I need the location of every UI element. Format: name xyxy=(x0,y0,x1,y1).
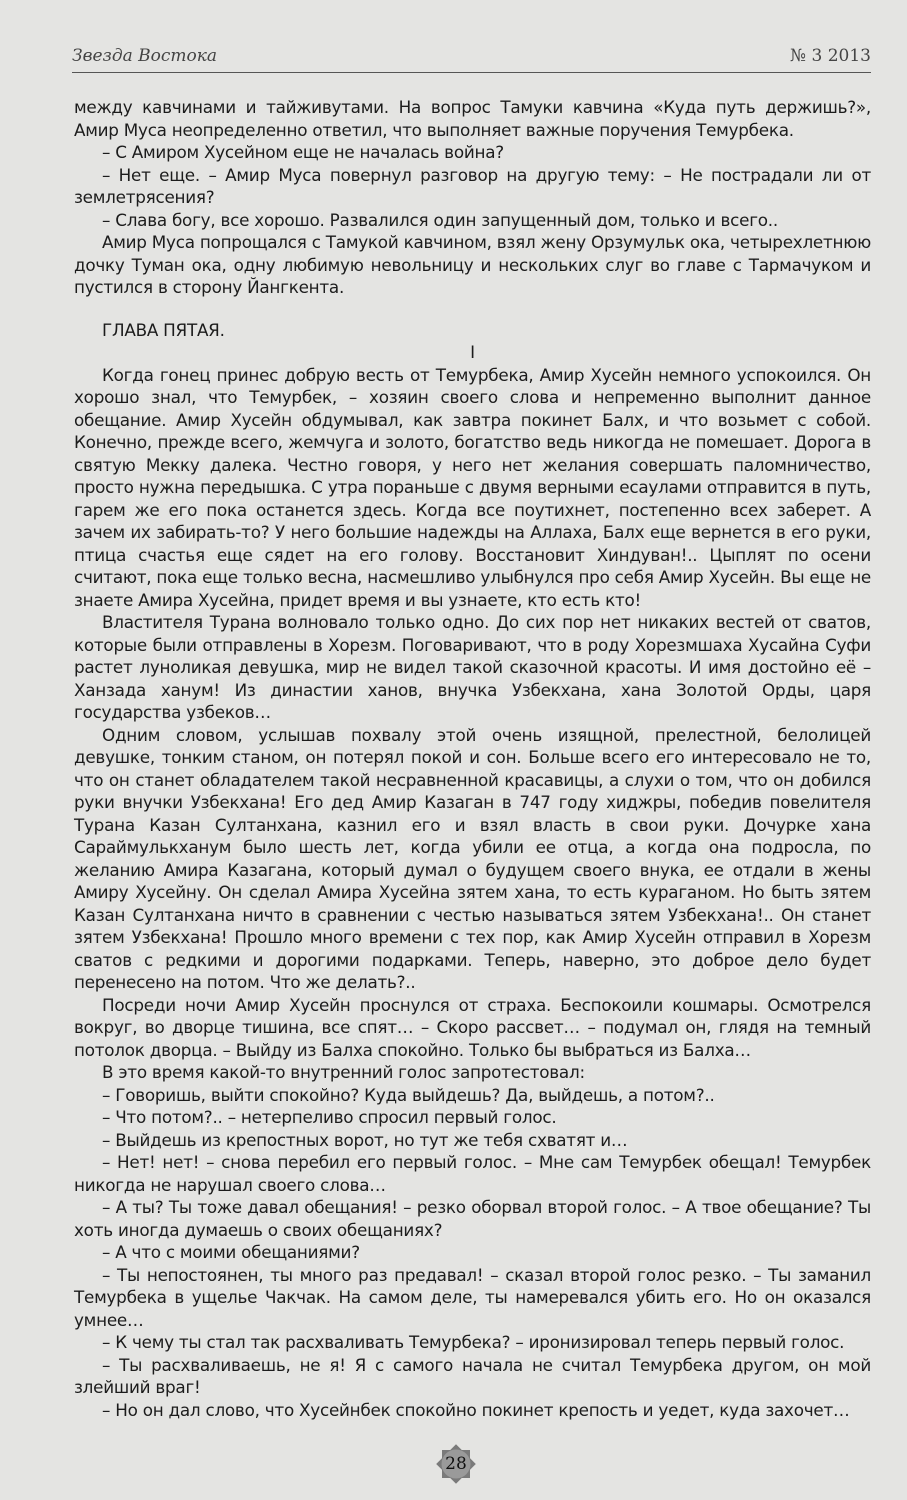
paragraph: Одним словом, услышав похвалу этой очень изящной, прелестной, белолицей девушке, тонким станом, он потерял покой и сон. Больше всего его интересовало не то, что он станет обладателем такой несравненной красавицы, а слухи о том, что он добился руки внучки Узбекхана! Его дед Амир Казаган в 747 году хиджры, победив повелителя Турана Казан Султанхана, казнил его и взял власть в свои руки. Дочурке хана Сараймулькханум было шесть лет, когда убили ее отца, а когда она подросла, по желанию Амира Казагана, который думал о будущем своего внука, ее отдали в жены Амиру Хусейну. Он сделал Амира Хусейна зятем хана, то есть кураганом. Но быть зятем Казан Султанхана ничто в сравнении с честью называться зятем Узбекхана!.. Он станет зятем Узбекхана! Прошло много времени с тех пор, как Амир Хусейн отправил в Хорезм сватов с редкими и дорогими подарками. Теперь, наверно, это доброе дело будет перенесено на потом. Что же делать?.. xyxy=(74,724,871,992)
paragraph: – Нет! нет! – снова перебил его первый голос. – Мне сам Темурбек обещал! Темурбек никогда не нарушал своего слова… xyxy=(74,1152,871,1195)
paragraph: Посреди ночи Амир Хусейн проснулся от страха. Беспокоили кошмары. Осмотрелся вокруг, во дворце тишина, все спят… – Скоро рассвет… – подумал он, глядя на темный потолок дворца. – Выйду из Балха спокойно. Только бы выбраться из Балха… xyxy=(74,994,871,1060)
paragraph: – Нет еще. – Амир Муса повернул разговор на другую тему: – Не пострадали ли от землетрясения? xyxy=(74,164,871,207)
paragraph: Амир Муса попрощался с Тамукой кавчином, взял жену Орзумульк ока, четырехлетнюю дочку Туман ока, одну любимую невольницу и нескольких слуг во главе с Тармачуком и пустился в сторону Йангкента. xyxy=(74,232,871,297)
issue-number: № 3 2013 xyxy=(790,46,871,66)
paragraph: – Ты непостоянен, ты много раз предавал! – сказал второй голос резко. – Ты заманил Темурбека в ущелье Чакчак. На самом деле, ты намеревался убить его. Но он оказался умнее… xyxy=(74,1264,871,1330)
paragraph: – Что потом?.. – нетерпеливо спросил первый голос. xyxy=(102,1107,557,1127)
paragraph: – А ты? Ты тоже давал обещания! – резко оборвал второй голос. – А твое обещание? Ты хоть иногда думаешь о своих обещаниях? xyxy=(74,1197,871,1240)
paragraph: – Ты расхваливаешь, не я! Я с самого начала не считал Темурбека другом, он мой злейший враг! xyxy=(74,1354,871,1397)
paragraph: – Выйдешь из крепостных ворот, но тут же тебя схватят и… xyxy=(102,1129,628,1150)
paragraph: – С Амиром Хусейном еще не началась война? xyxy=(102,142,504,162)
paragraph: Когда гонец принес добрую весть от Темурбека, Амир Хусейн немного успокоился. Он хорошо знал, что Темурбек, – хозяин своего слова и непременно выполнит данное обещание. Амир Хусейн обдумывал, как завтра покинет Балх, и что возьмет с собой. Конечно, прежде всего, жемчуга и золото, богатство ведь никогда не помешает. Дорога в святую Мекку далека. Честно говоря, у него нет желания совершать паломничество, просто нужна передышка. С утра пораньше с двумя верными есаулами отправится в путь, гарем же его пока останется здесь. Когда все поутихнет, постепенно всех заберет. А зачем их забирать-то? У него большие надежды на Аллаха, Балх еще вернется в его руки, птица счастья еще сядет на его голову. Восстановит Хиндуван!.. Цыплят по осени считают, пока еще только весна, насмешливо улыбнулся про себя Амир Хусейн. Вы еще не знаете Амира Хусейна, придет время и вы узнаете, кто есть кто! xyxy=(74,364,871,610)
paragraph: – Слава богу, все хорошо. Развалился один запущенный дом, только и всего.. xyxy=(102,209,778,230)
running-header xyxy=(72,42,871,73)
chapter-title: ГЛАВА ПЯТАЯ. xyxy=(102,319,225,340)
paragraph: – К чему ты стал так расхваливать Темурбека? – иронизировал теперь первый голос. xyxy=(102,1332,845,1352)
page-number: 28 xyxy=(445,1454,467,1474)
paragraph: – Говоришь, выйти спокойно? Куда выйдешь? Да, выйдешь, а потом?.. xyxy=(102,1084,715,1105)
paragraph: – Но он дал слово, что Хусейнбек спокойно покинет крепость и уедет, куда захочет… xyxy=(102,1399,850,1420)
paragraph: В это время какой-то внутренний голос запротестовал: xyxy=(102,1062,585,1082)
page-number-badge xyxy=(433,1441,479,1487)
journal-title: Звезда Востока xyxy=(72,46,218,66)
paragraph: – А что с моими обещаниями? xyxy=(102,1242,360,1262)
page-body xyxy=(74,96,871,1421)
section-number: I xyxy=(470,342,475,362)
paragraph: Властителя Турана волновало только одно. До сих пор нет никаких вестей от сватов, которые были отправлены в Хорезм. Поговаривают, что в роду Хорезмшаха Хусайна Суфи растет луноликая девушка, мир не видел такой сказочной красоты. И имя достойно её – Ханзада ханум! Из династии ханов, внучка Узбекхана, хана Золотой Орды, царя государства узбеков… xyxy=(74,612,871,722)
paragraph: между кавчинами и тайживутами. На вопрос Тамуки кавчина «Куда путь держишь?», Амир Муса неопределенно ответил, что выполняет важные поручения Темурбека. xyxy=(74,97,871,140)
